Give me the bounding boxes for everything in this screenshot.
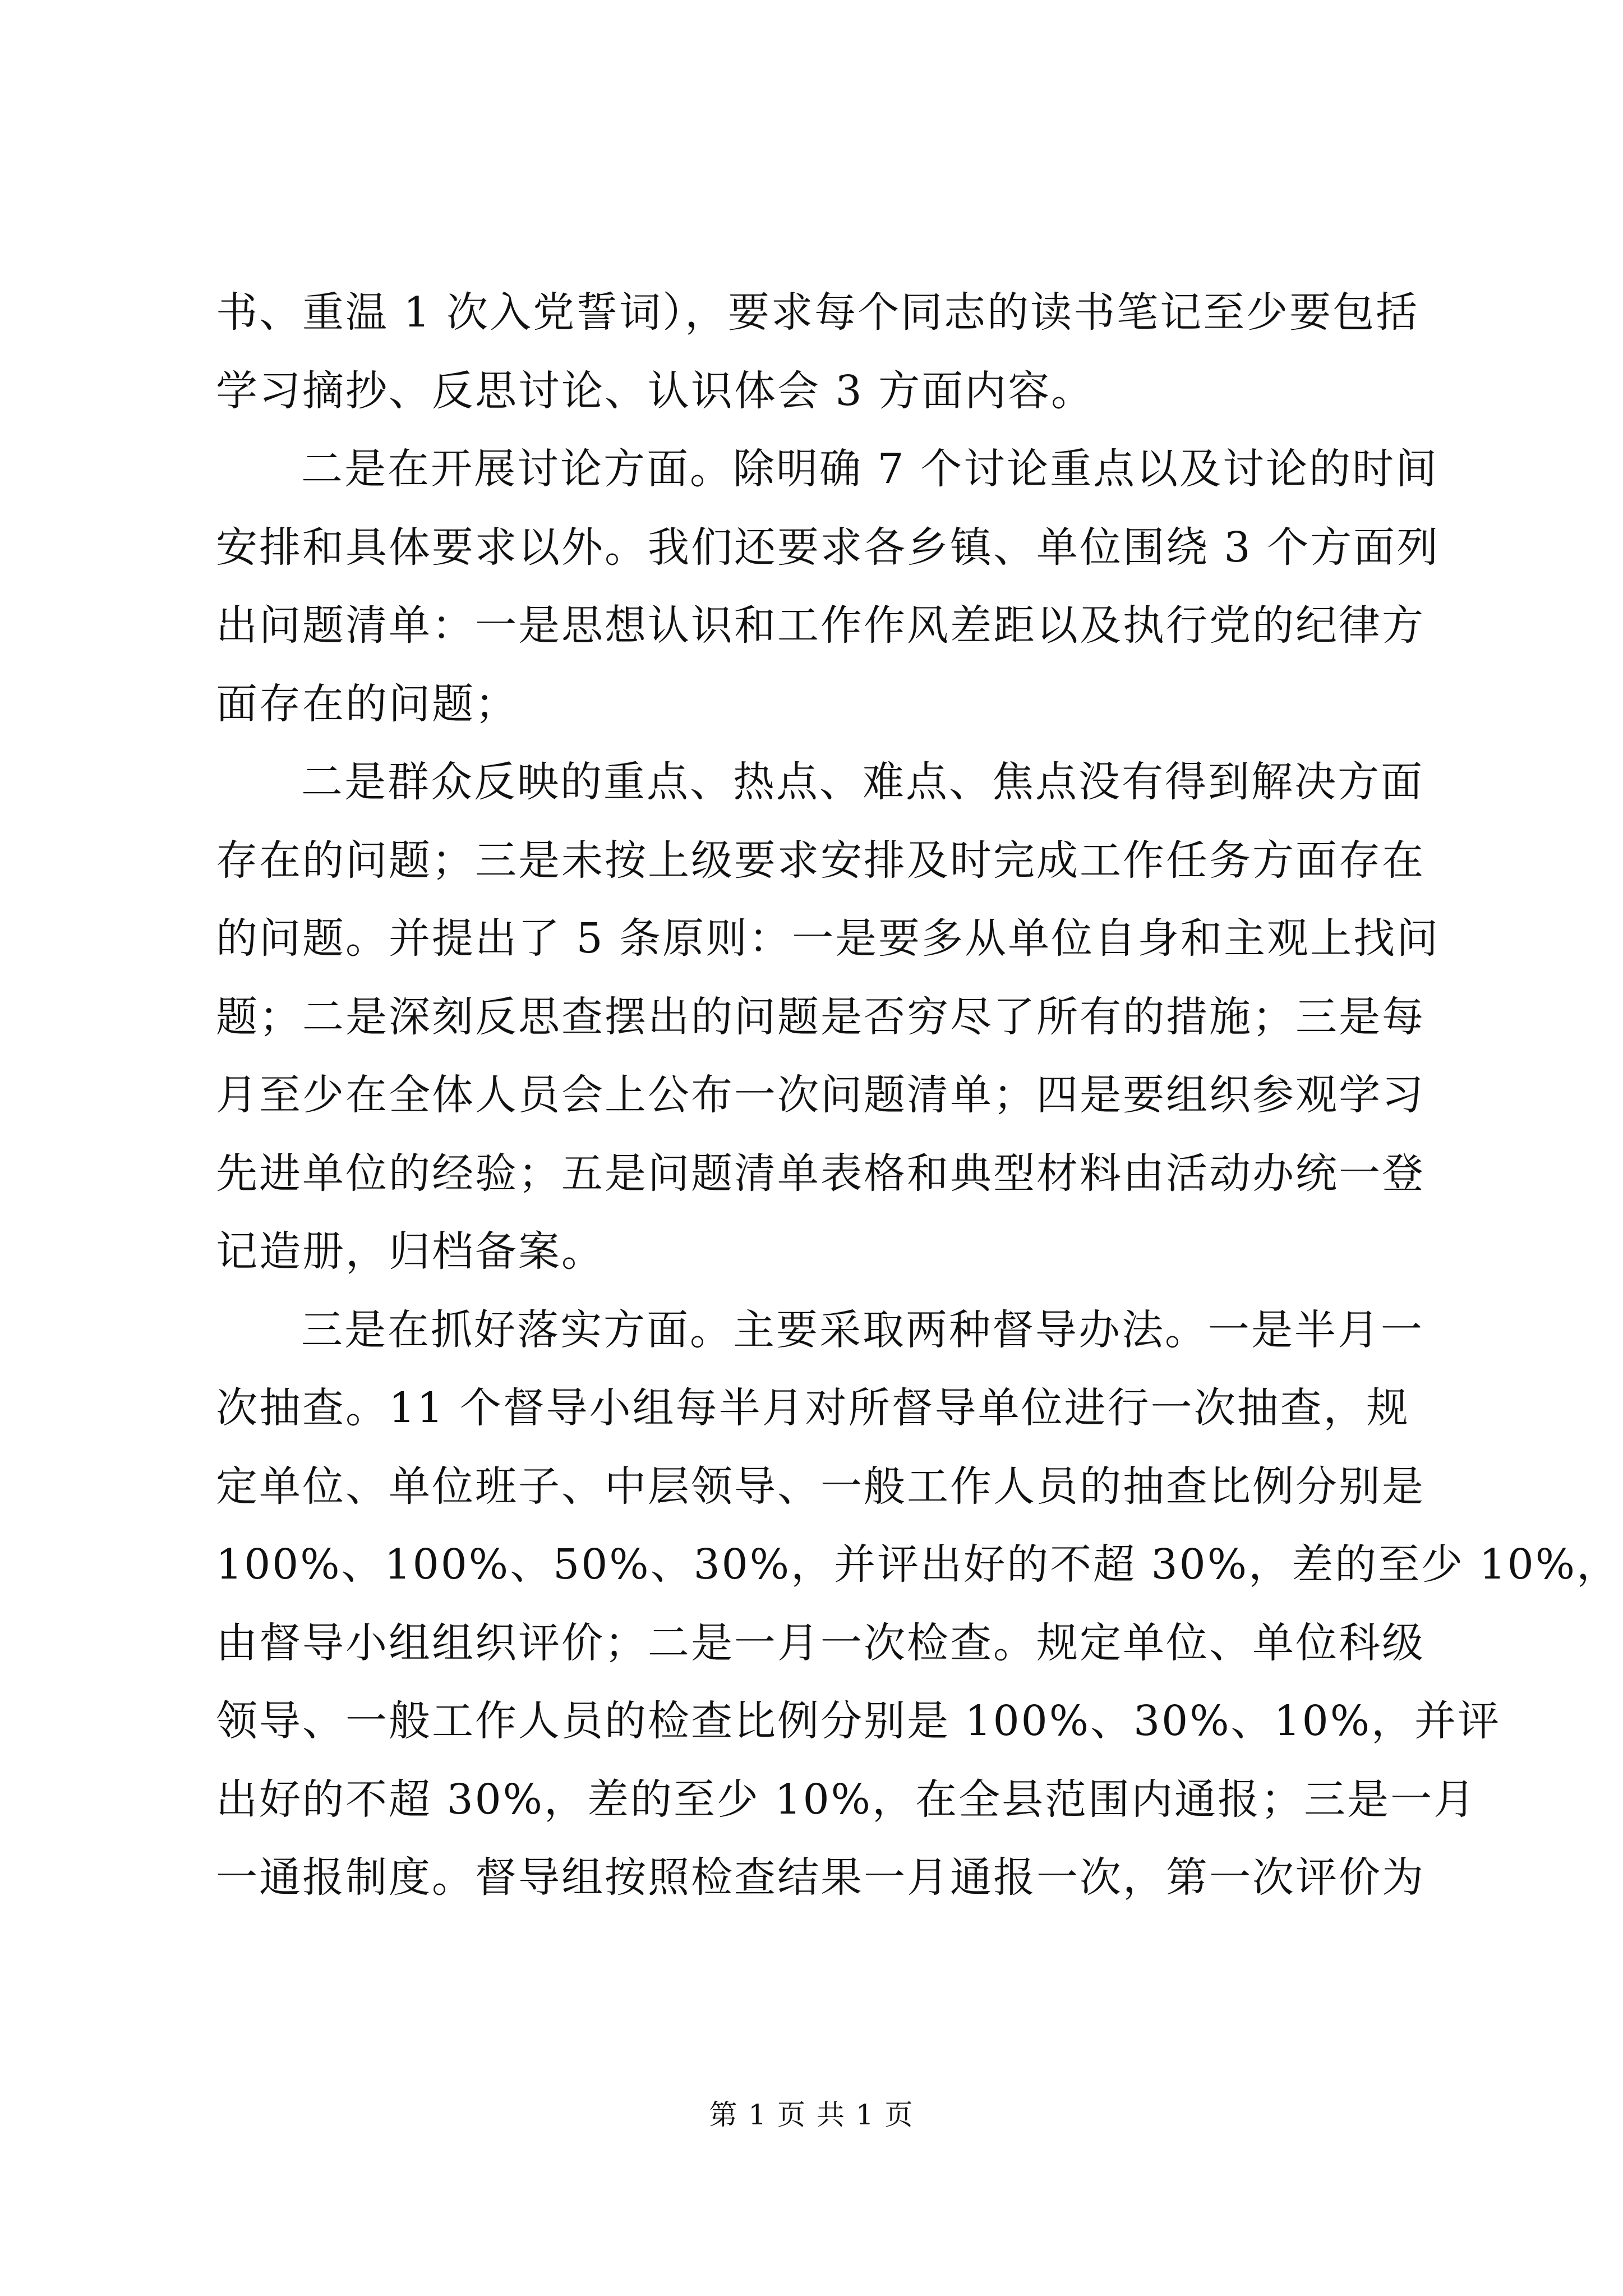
text-line: 出好的不超 30%，差的至少 10%，在全县范围内通报；三是一月 — [216, 1775, 1477, 1824]
text-line: 由督导小组组织评价；二是一月一次检查。规定单位、单位科级 — [216, 1618, 1425, 1667]
text-line: 定单位、单位班子、中层领导、一般工作人员的抽查比例分别是 — [216, 1462, 1425, 1511]
text-line: 出问题清单：一是思想认识和工作作风差距以及执行党的纪律方 — [216, 601, 1425, 650]
text-line: 一通报制度。督导组按照检查结果一月通报一次，第一次评价为 — [216, 1853, 1425, 1902]
text-line: 二是在开展讨论方面。除明确 7 个讨论重点以及讨论的时间 — [301, 445, 1439, 493]
text-line: 次抽查。11 个督导小组每半月对所督导单位进行一次抽查，规 — [216, 1384, 1410, 1432]
text-line: 先进单位的经验；五是问题清单表格和典型材料由活动办统一登 — [216, 1149, 1425, 1198]
text-line: 领导、一般工作人员的检查比例分别是 100%、30%、10%，并评 — [216, 1697, 1501, 1745]
text-line: 月至少在全体人员会上公布一次问题清单；四是要组织参观学习 — [216, 1071, 1425, 1119]
document-body — [216, 274, 1620, 1917]
page-footer: 第 1 页 共 1 页 — [709, 2099, 914, 2131]
text-line: 三是在抓好落实方面。主要采取两种督导办法。一是半月一 — [301, 1305, 1424, 1354]
text-line: 书、重温 1 次入党誓词），要求每个同志的读书笔记至少要包括 — [216, 288, 1419, 337]
text-line: 题；二是深刻反思查摆出的问题是否穷尽了所有的措施；三是每 — [216, 992, 1425, 1041]
text-line: 二是群众反映的重点、热点、难点、焦点没有得到解决方面 — [301, 758, 1424, 806]
text-line: 安排和具体要求以外。我们还要求各乡镇、单位围绕 3 个方面列 — [216, 523, 1440, 572]
text-line: 记造册，归档备案。 — [216, 1227, 605, 1276]
text-line: 存在的问题；三是未按上级要求安排及时完成工作任务方面存在 — [216, 836, 1425, 885]
text-line: 的问题。并提出了 5 条原则：一是要多从单位自身和主观上找问 — [216, 914, 1440, 963]
text-line: 学习摘抄、反思讨论、认识体会 3 方面内容。 — [216, 366, 1095, 415]
text-line: 面存在的问题； — [216, 679, 518, 728]
text-line: 100%、100%、50%、30%，并评出好的不超 30%，差的至少 10%， — [216, 1540, 1620, 1589]
